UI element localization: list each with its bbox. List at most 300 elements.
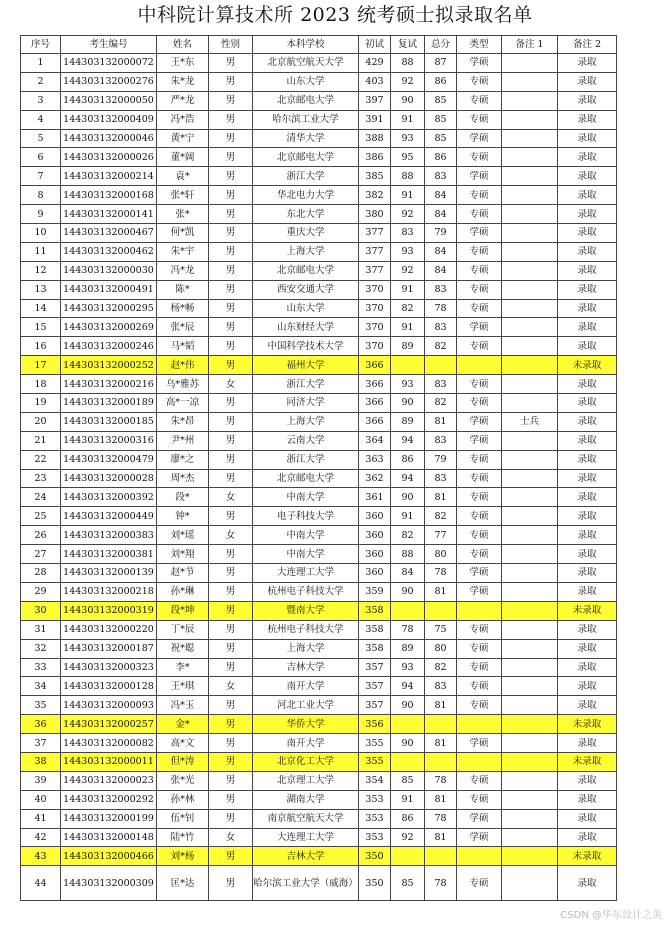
col-exam-id-cell: 144303132000148 xyxy=(61,828,157,847)
col-retest-score-cell: 93 xyxy=(391,129,425,148)
table-row xyxy=(21,148,617,167)
col-exam-id-cell: 144303132000449 xyxy=(61,507,157,526)
col-retest-score-cell: 90 xyxy=(391,91,425,110)
col-remark-2-cell: 录取 xyxy=(558,110,617,129)
col-initial-score-header: 初试 xyxy=(359,36,391,54)
col-name-cell: 朱*昂 xyxy=(157,412,209,431)
col-exam-id-cell: 144303132000276 xyxy=(61,72,157,91)
col-exam-id-cell: 144303132000214 xyxy=(61,167,157,186)
col-remark-1-cell xyxy=(502,280,558,299)
col-total-score-cell: 82 xyxy=(425,394,457,413)
col-retest-score-cell: 78 xyxy=(391,620,425,639)
col-total-score-cell: 79 xyxy=(425,224,457,243)
col-school-cell: 东北大学 xyxy=(253,205,359,224)
col-exam-id-cell: 144303132000257 xyxy=(61,715,157,734)
col-exam-id-cell: 144303132000269 xyxy=(61,318,157,337)
col-gender-cell: 女 xyxy=(209,526,253,545)
table-row xyxy=(21,167,617,186)
col-total-score-cell: 86 xyxy=(425,72,457,91)
col-name-cell: 朱*龙 xyxy=(157,72,209,91)
table-row xyxy=(21,280,617,299)
table-row xyxy=(21,205,617,224)
col-index-cell: 22 xyxy=(21,450,61,469)
col-remark-2-cell: 录取 xyxy=(558,677,617,696)
col-name-cell: 刘*瑶 xyxy=(157,526,209,545)
col-remark-1-cell xyxy=(502,564,558,583)
col-total-score-cell: 77 xyxy=(425,526,457,545)
col-exam-id-cell: 144303132000309 xyxy=(61,866,157,901)
table-row xyxy=(21,507,617,526)
col-initial-score-cell: 359 xyxy=(359,582,391,601)
col-index-cell: 33 xyxy=(21,658,61,677)
col-initial-score-cell: 355 xyxy=(359,734,391,753)
col-school-cell: 浙江大学 xyxy=(253,450,359,469)
col-gender-cell: 男 xyxy=(209,752,253,771)
col-index-cell: 8 xyxy=(21,186,61,205)
col-gender-cell: 男 xyxy=(209,299,253,318)
col-exam-id-cell: 144303132000023 xyxy=(61,771,157,790)
col-gender-cell: 男 xyxy=(209,771,253,790)
col-retest-score-cell: 94 xyxy=(391,431,425,450)
col-exam-id-cell: 144303132000218 xyxy=(61,582,157,601)
col-remark-1-cell xyxy=(502,54,558,73)
col-remark-2-cell: 未录取 xyxy=(558,847,617,866)
table-row xyxy=(21,582,617,601)
col-retest-score-cell xyxy=(391,715,425,734)
col-remark-1-cell xyxy=(502,677,558,696)
col-total-score-cell: 84 xyxy=(425,205,457,224)
col-remark-1-cell xyxy=(502,771,558,790)
col-school-cell: 北京邮电大学 xyxy=(253,261,359,280)
col-retest-score-cell: 89 xyxy=(391,337,425,356)
col-gender-cell: 男 xyxy=(209,261,253,280)
col-remark-1-cell xyxy=(502,469,558,488)
col-index-cell: 1 xyxy=(21,54,61,73)
col-index-cell: 19 xyxy=(21,394,61,413)
col-exam-id-cell: 144303132000479 xyxy=(61,450,157,469)
table-row xyxy=(21,72,617,91)
col-type-cell: 专硕 xyxy=(457,148,502,167)
page-title: 中科院计算技术所 2023 统考硕士拟录取名单 xyxy=(137,4,533,26)
col-name-cell: 冯*龙 xyxy=(157,261,209,280)
col-total-score-cell: 81 xyxy=(425,828,457,847)
col-gender-cell: 男 xyxy=(209,620,253,639)
col-remark-1-cell xyxy=(502,450,558,469)
col-total-score-cell: 81 xyxy=(425,734,457,753)
col-initial-score-cell: 388 xyxy=(359,129,391,148)
col-initial-score-cell: 358 xyxy=(359,601,391,620)
col-remark-2-cell: 录取 xyxy=(558,828,617,847)
col-remark-1-cell xyxy=(502,809,558,828)
col-index-cell: 28 xyxy=(21,564,61,583)
table-row xyxy=(21,186,617,205)
col-remark-2-cell: 录取 xyxy=(558,809,617,828)
col-index-cell: 18 xyxy=(21,375,61,394)
col-name-cell: 廖*之 xyxy=(157,450,209,469)
col-remark-2-cell: 录取 xyxy=(558,469,617,488)
table-row xyxy=(21,318,617,337)
col-gender-cell: 男 xyxy=(209,582,253,601)
col-index-cell: 37 xyxy=(21,734,61,753)
col-name-cell: 杨*畅 xyxy=(157,299,209,318)
col-initial-score-cell: 366 xyxy=(359,394,391,413)
col-name-cell: 周*杰 xyxy=(157,469,209,488)
col-name-cell: 高*一凉 xyxy=(157,394,209,413)
col-name-cell: 伍*钊 xyxy=(157,809,209,828)
col-initial-score-cell: 358 xyxy=(359,639,391,658)
col-name-cell: 钟* xyxy=(157,507,209,526)
col-total-score-cell: 83 xyxy=(425,280,457,299)
col-type-cell: 专硕 xyxy=(457,280,502,299)
col-remark-2-cell: 录取 xyxy=(558,450,617,469)
col-school-cell: 湖南大学 xyxy=(253,790,359,809)
col-type-cell: 学硕 xyxy=(457,809,502,828)
col-type-cell: 学硕 xyxy=(457,412,502,431)
col-type-cell: 学硕 xyxy=(457,564,502,583)
col-remark-1-cell xyxy=(502,582,558,601)
col-exam-id-cell: 144303132000383 xyxy=(61,526,157,545)
col-gender-cell: 男 xyxy=(209,54,253,73)
col-index-cell: 5 xyxy=(21,129,61,148)
col-type-cell: 学硕 xyxy=(457,828,502,847)
col-total-score-cell: 79 xyxy=(425,450,457,469)
col-gender-cell: 男 xyxy=(209,601,253,620)
col-total-score-cell xyxy=(425,847,457,866)
col-exam-id-cell: 144303132000141 xyxy=(61,205,157,224)
col-exam-id-cell: 144303132000046 xyxy=(61,129,157,148)
col-retest-score-cell: 93 xyxy=(391,242,425,261)
col-remark-1-cell xyxy=(502,828,558,847)
col-initial-score-cell: 429 xyxy=(359,54,391,73)
col-school-cell: 北京航空航天大学 xyxy=(253,54,359,73)
col-initial-score-cell: 360 xyxy=(359,564,391,583)
table-row xyxy=(21,91,617,110)
col-retest-score-cell: 92 xyxy=(391,72,425,91)
col-name-cell: 张*轩 xyxy=(157,186,209,205)
col-remark-2-cell: 录取 xyxy=(558,564,617,583)
table-row xyxy=(21,696,617,715)
col-remark-1-cell xyxy=(502,734,558,753)
col-remark-2-cell: 录取 xyxy=(558,261,617,280)
col-school-cell: 上海大学 xyxy=(253,412,359,431)
table-row xyxy=(21,129,617,148)
col-type-cell: 专硕 xyxy=(457,337,502,356)
col-school-cell: 北京邮电大学 xyxy=(253,469,359,488)
col-exam-id-cell: 144303132000381 xyxy=(61,545,157,564)
col-remark-1-cell xyxy=(502,866,558,901)
col-type-cell xyxy=(457,601,502,620)
col-name-cell: 但*涛 xyxy=(157,752,209,771)
col-retest-score-cell: 86 xyxy=(391,450,425,469)
col-name-cell: 黄*宁 xyxy=(157,129,209,148)
col-total-score-cell: 81 xyxy=(425,488,457,507)
col-remark-2-cell: 录取 xyxy=(558,696,617,715)
col-remark-2-cell: 录取 xyxy=(558,148,617,167)
col-type-cell: 专硕 xyxy=(457,469,502,488)
col-exam-id-cell: 144303132000082 xyxy=(61,734,157,753)
col-initial-score-cell: 361 xyxy=(359,488,391,507)
col-gender-cell: 男 xyxy=(209,507,253,526)
col-remark-1-cell xyxy=(502,299,558,318)
col-exam-id-cell: 144303132000409 xyxy=(61,110,157,129)
col-total-score-cell: 85 xyxy=(425,129,457,148)
table-row xyxy=(21,601,617,620)
col-type-cell: 专硕 xyxy=(457,507,502,526)
col-initial-score-cell: 370 xyxy=(359,318,391,337)
table-row xyxy=(21,110,617,129)
col-remark-2-cell: 录取 xyxy=(558,545,617,564)
col-remark-1-cell xyxy=(502,790,558,809)
col-remark-1-cell xyxy=(502,91,558,110)
col-initial-score-cell: 382 xyxy=(359,186,391,205)
col-retest-score-cell: 91 xyxy=(391,280,425,299)
col-remark-2-cell: 录取 xyxy=(558,507,617,526)
col-gender-cell: 男 xyxy=(209,866,253,901)
table-row xyxy=(21,394,617,413)
col-exam-id-cell: 144303132000491 xyxy=(61,280,157,299)
col-total-score-cell xyxy=(425,715,457,734)
col-retest-score-cell: 92 xyxy=(391,261,425,280)
col-exam-id-header: 考生编号 xyxy=(61,36,157,54)
col-type-cell: 学硕 xyxy=(457,431,502,450)
col-name-cell: 丁*辰 xyxy=(157,620,209,639)
col-exam-id-cell: 144303132000252 xyxy=(61,356,157,375)
col-school-cell: 上海大学 xyxy=(253,242,359,261)
col-index-cell: 35 xyxy=(21,696,61,715)
col-retest-score-cell: 83 xyxy=(391,224,425,243)
col-initial-score-cell: 370 xyxy=(359,299,391,318)
col-gender-cell: 男 xyxy=(209,280,253,299)
table-body xyxy=(21,54,617,901)
col-total-score-cell: 84 xyxy=(425,186,457,205)
col-index-cell: 20 xyxy=(21,412,61,431)
table-row xyxy=(21,224,617,243)
col-type-cell: 专硕 xyxy=(457,186,502,205)
col-type-cell: 专硕 xyxy=(457,677,502,696)
col-gender-cell: 男 xyxy=(209,167,253,186)
table-row xyxy=(21,677,617,696)
col-index-cell: 31 xyxy=(21,620,61,639)
col-name-cell: 金* xyxy=(157,715,209,734)
col-name-cell: 匡*达 xyxy=(157,866,209,901)
table-row xyxy=(21,847,617,866)
col-name-cell: 王*东 xyxy=(157,54,209,73)
col-initial-score-cell: 360 xyxy=(359,526,391,545)
col-remark-2-cell: 录取 xyxy=(558,488,617,507)
col-school-cell: 山东大学 xyxy=(253,299,359,318)
col-school-cell: 吉林大学 xyxy=(253,658,359,677)
col-type-cell: 学硕 xyxy=(457,167,502,186)
col-total-score-cell xyxy=(425,356,457,375)
col-remark-2-cell: 录取 xyxy=(558,866,617,901)
col-remark-1-cell xyxy=(502,639,558,658)
col-name-cell: 刘*杨 xyxy=(157,847,209,866)
col-remark-1-header: 备注 1 xyxy=(502,36,558,54)
col-name-cell: 董*阔 xyxy=(157,148,209,167)
col-gender-cell: 男 xyxy=(209,469,253,488)
col-name-cell: 陆*竹 xyxy=(157,828,209,847)
col-gender-cell: 男 xyxy=(209,639,253,658)
col-remark-2-cell: 录取 xyxy=(558,639,617,658)
col-total-score-cell: 83 xyxy=(425,677,457,696)
col-retest-score-cell: 90 xyxy=(391,582,425,601)
col-school-cell: 电子科技大学 xyxy=(253,507,359,526)
col-index-cell: 41 xyxy=(21,809,61,828)
col-type-cell: 专硕 xyxy=(457,375,502,394)
col-gender-cell: 女 xyxy=(209,677,253,696)
table-row xyxy=(21,866,617,901)
col-total-score-cell: 83 xyxy=(425,375,457,394)
col-type-cell: 专硕 xyxy=(457,242,502,261)
col-initial-score-cell: 353 xyxy=(359,809,391,828)
col-type-cell: 专硕 xyxy=(457,639,502,658)
col-school-cell: 北京邮电大学 xyxy=(253,91,359,110)
col-remark-2-cell: 录取 xyxy=(558,375,617,394)
col-initial-score-cell: 357 xyxy=(359,658,391,677)
col-remark-1-cell xyxy=(502,242,558,261)
col-exam-id-cell: 144303132000050 xyxy=(61,91,157,110)
col-retest-score-cell: 94 xyxy=(391,469,425,488)
col-school-cell: 重庆大学 xyxy=(253,224,359,243)
col-name-cell: 祝*聪 xyxy=(157,639,209,658)
col-remark-2-cell: 录取 xyxy=(558,54,617,73)
col-type-cell xyxy=(457,715,502,734)
col-remark-2-cell: 录取 xyxy=(558,771,617,790)
table-row xyxy=(21,469,617,488)
col-gender-cell: 男 xyxy=(209,658,253,677)
col-remark-2-cell: 未录取 xyxy=(558,601,617,620)
col-school-cell: 同济大学 xyxy=(253,394,359,413)
col-retest-score-cell: 88 xyxy=(391,167,425,186)
col-school-cell: 中南大学 xyxy=(253,488,359,507)
col-type-cell: 专硕 xyxy=(457,866,502,901)
col-initial-score-cell: 354 xyxy=(359,771,391,790)
col-exam-id-cell: 144303132000467 xyxy=(61,224,157,243)
col-school-cell: 河北工业大学 xyxy=(253,696,359,715)
col-retest-score-cell: 89 xyxy=(391,639,425,658)
col-exam-id-cell: 144303132000216 xyxy=(61,375,157,394)
col-school-cell: 浙江大学 xyxy=(253,167,359,186)
col-retest-score-cell: 82 xyxy=(391,526,425,545)
col-type-cell: 专硕 xyxy=(457,696,502,715)
col-remark-1-cell xyxy=(502,261,558,280)
col-name-cell: 高*文 xyxy=(157,734,209,753)
table-row xyxy=(21,431,617,450)
col-gender-cell: 男 xyxy=(209,790,253,809)
col-exam-id-cell: 144303132000392 xyxy=(61,488,157,507)
col-school-cell: 哈尔滨工业大学（威海） xyxy=(253,866,359,901)
col-name-cell: 冯*浩 xyxy=(157,110,209,129)
table-row xyxy=(21,261,617,280)
col-gender-cell: 男 xyxy=(209,205,253,224)
col-gender-header: 性别 xyxy=(209,36,253,54)
col-index-cell: 23 xyxy=(21,469,61,488)
table-row xyxy=(21,828,617,847)
col-gender-cell: 男 xyxy=(209,412,253,431)
col-retest-score-cell: 82 xyxy=(391,299,425,318)
col-total-score-header: 总分 xyxy=(425,36,457,54)
col-total-score-cell: 83 xyxy=(425,318,457,337)
col-index-cell: 27 xyxy=(21,545,61,564)
col-remark-2-cell: 录取 xyxy=(558,337,617,356)
col-remark-2-cell: 录取 xyxy=(558,280,617,299)
col-total-score-cell: 87 xyxy=(425,54,457,73)
col-index-cell: 7 xyxy=(21,167,61,186)
col-index-cell: 15 xyxy=(21,318,61,337)
col-remark-1-cell xyxy=(502,620,558,639)
col-school-cell: 杭州电子科技大学 xyxy=(253,582,359,601)
col-retest-score-cell: 91 xyxy=(391,110,425,129)
col-school-cell: 清华大学 xyxy=(253,129,359,148)
col-type-cell: 专硕 xyxy=(457,771,502,790)
col-retest-score-cell: 90 xyxy=(391,488,425,507)
col-initial-score-cell: 377 xyxy=(359,242,391,261)
col-initial-score-cell: 377 xyxy=(359,224,391,243)
table-row xyxy=(21,790,617,809)
col-name-cell: 尹*州 xyxy=(157,431,209,450)
col-exam-id-cell: 144303132000139 xyxy=(61,564,157,583)
col-index-cell: 13 xyxy=(21,280,61,299)
col-type-cell: 专硕 xyxy=(457,205,502,224)
col-name-cell: 严*龙 xyxy=(157,91,209,110)
col-retest-score-cell: 85 xyxy=(391,866,425,901)
col-exam-id-cell: 144303132000295 xyxy=(61,299,157,318)
col-total-score-cell: 81 xyxy=(425,696,457,715)
col-remark-1-cell xyxy=(502,545,558,564)
col-gender-cell: 女 xyxy=(209,828,253,847)
col-total-score-cell: 80 xyxy=(425,639,457,658)
col-type-cell: 专硕 xyxy=(457,488,502,507)
col-exam-id-cell: 144303132000128 xyxy=(61,677,157,696)
col-remark-2-cell: 录取 xyxy=(558,186,617,205)
col-index-cell: 10 xyxy=(21,224,61,243)
col-index-cell: 26 xyxy=(21,526,61,545)
col-remark-1-cell xyxy=(502,526,558,545)
col-gender-cell: 男 xyxy=(209,715,253,734)
col-remark-2-cell: 录取 xyxy=(558,412,617,431)
col-type-cell xyxy=(457,847,502,866)
table-row xyxy=(21,658,617,677)
table-row xyxy=(21,375,617,394)
col-exam-id-cell: 144303132000072 xyxy=(61,54,157,73)
col-retest-score-cell: 85 xyxy=(391,771,425,790)
col-type-cell: 学硕 xyxy=(457,224,502,243)
col-retest-score-cell: 93 xyxy=(391,658,425,677)
col-initial-score-cell: 356 xyxy=(359,715,391,734)
col-gender-cell: 男 xyxy=(209,696,253,715)
col-remark-1-cell xyxy=(502,394,558,413)
col-initial-score-cell: 386 xyxy=(359,148,391,167)
col-retest-score-cell: 84 xyxy=(391,564,425,583)
col-remark-1-cell xyxy=(502,715,558,734)
col-remark-2-cell: 录取 xyxy=(558,91,617,110)
col-name-cell: 李* xyxy=(157,658,209,677)
col-index-cell: 14 xyxy=(21,299,61,318)
col-index-cell: 38 xyxy=(21,752,61,771)
col-index-cell: 16 xyxy=(21,337,61,356)
table-row xyxy=(21,545,617,564)
col-school-cell: 大连理工大学 xyxy=(253,828,359,847)
col-index-cell: 44 xyxy=(21,866,61,901)
col-gender-cell: 女 xyxy=(209,488,253,507)
col-gender-cell: 男 xyxy=(209,564,253,583)
col-name-cell: 冯*玉 xyxy=(157,696,209,715)
col-total-score-cell: 82 xyxy=(425,507,457,526)
col-initial-score-cell: 385 xyxy=(359,167,391,186)
col-index-cell: 29 xyxy=(21,582,61,601)
col-retest-score-cell: 94 xyxy=(391,677,425,696)
col-remark-1-cell xyxy=(502,507,558,526)
